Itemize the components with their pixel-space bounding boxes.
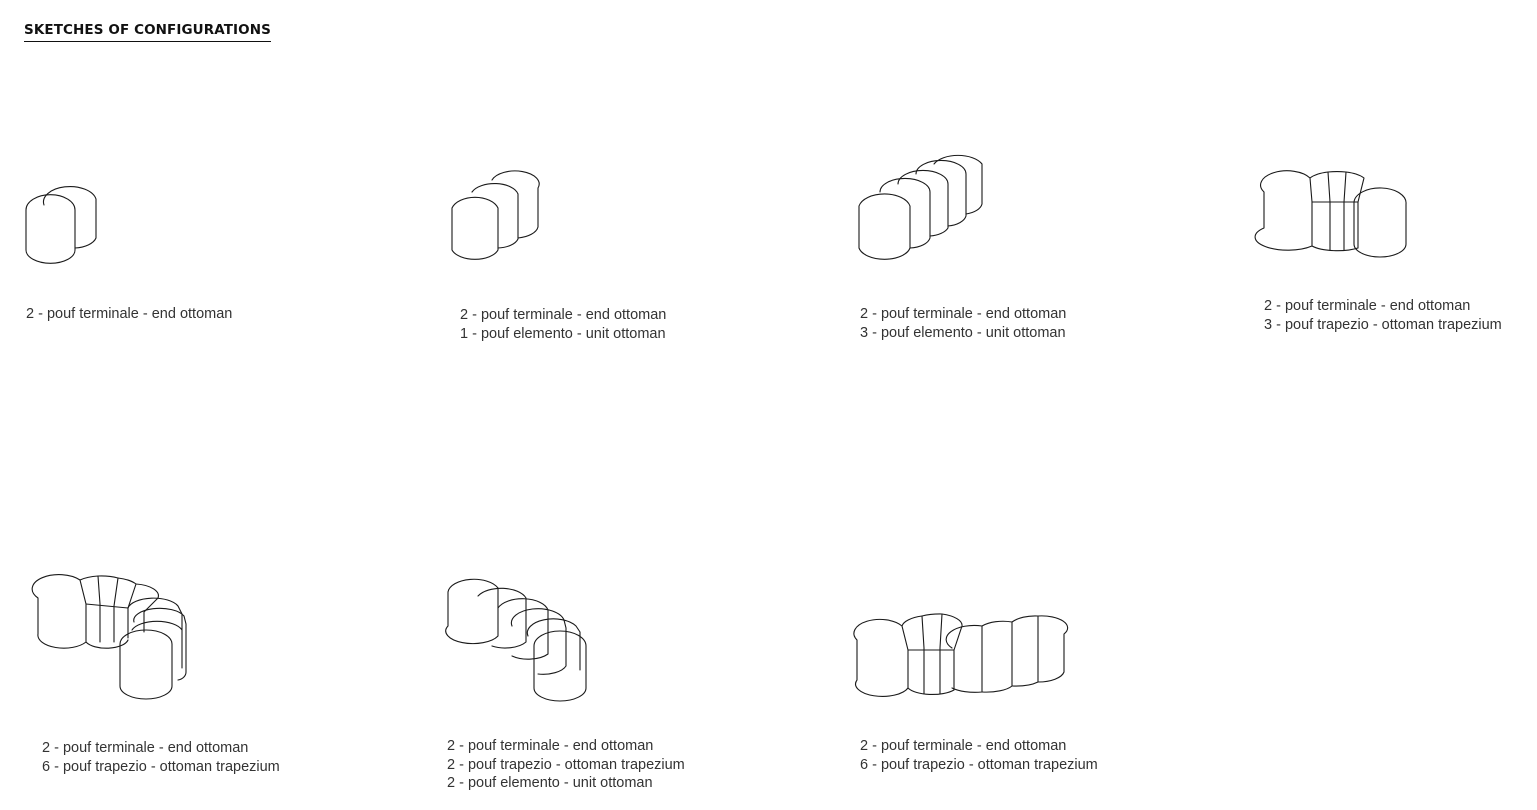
caption-line: 2 - pouf terminale - end ottoman	[447, 738, 654, 754]
caption-line: 3 - pouf trapezio - ottoman trapezium	[1264, 316, 1502, 333]
configuration-caption-1	[26, 305, 232, 324]
configuration-sketch-7	[852, 604, 1074, 698]
caption-line: 2 - pouf terminale - end ottoman	[460, 307, 667, 323]
configuration-sketch-1	[20, 180, 104, 270]
caption-line: 2 - pouf terminale - end ottoman	[860, 738, 1067, 754]
caption-line: 2 - pouf terminale - end ottoman	[42, 740, 249, 756]
configuration-sketch-3	[854, 148, 990, 270]
configuration-sketch-6	[442, 570, 594, 702]
caption-line: 2 - pouf terminale - end ottoman	[860, 306, 1067, 322]
caption-line: 1 - pouf elemento - unit ottoman	[460, 325, 666, 342]
configuration-caption-6	[447, 737, 685, 793]
configuration-sketch-4	[1258, 164, 1414, 262]
configuration-caption-5	[42, 739, 280, 776]
configuration-caption-4	[1264, 297, 1502, 334]
caption-line: 2 - pouf terminale - end ottoman	[1264, 298, 1471, 314]
configuration-sketch-5	[32, 568, 194, 704]
configuration-caption-7	[860, 737, 1098, 774]
configuration-caption-2	[460, 306, 666, 343]
configuration-sketch-2	[446, 170, 546, 270]
configuration-caption-3	[860, 305, 1066, 342]
caption-line: 6 - pouf trapezio - ottoman trapezium	[860, 756, 1098, 773]
caption-line: 2 - pouf trapezio - ottoman trapezium	[447, 756, 685, 773]
caption-line: 3 - pouf elemento - unit ottoman	[860, 324, 1066, 341]
caption-line: 6 - pouf trapezio - ottoman trapezium	[42, 758, 280, 775]
caption-line: 2 - pouf terminale - end ottoman	[26, 306, 233, 322]
page-title: SKETCHES OF CONFIGURATIONS	[24, 22, 271, 42]
caption-line: 2 - pouf elemento - unit ottoman	[447, 775, 653, 791]
